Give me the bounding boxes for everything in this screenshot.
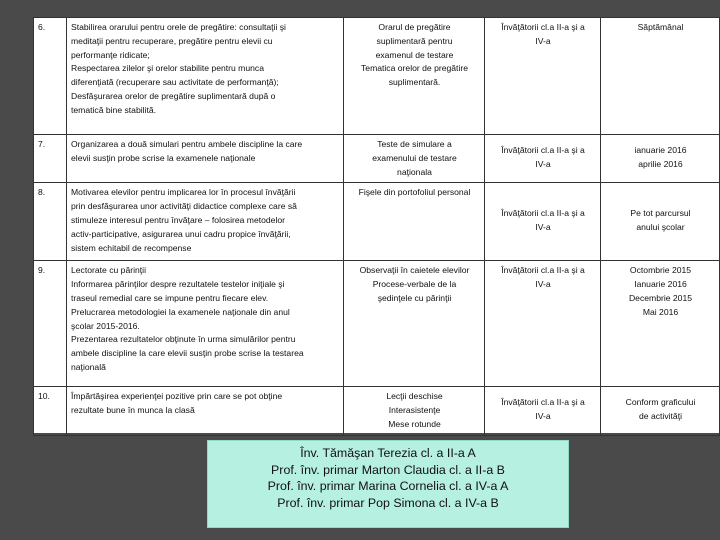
- text-line: examenul de testare: [375, 49, 454, 60]
- text-line: anului şcolar: [636, 222, 685, 233]
- text-line: Învăţătorii cl.a II-a şi a: [501, 265, 585, 276]
- text-line: şedinţele cu părinţii: [377, 292, 452, 303]
- text-line: rezultate bune în munca la clasă: [71, 405, 195, 416]
- text-line: aprilie 2016: [638, 158, 683, 169]
- text-line: IV-a: [535, 158, 551, 169]
- text-line: Învăţătorii cl.a II-a şi a: [501, 145, 585, 155]
- text-line: Observaţii în caietele elevilor: [359, 265, 470, 276]
- table-row: [34, 18, 720, 135]
- text-line: şcolar 2015-2016.: [71, 320, 140, 331]
- text-line: ambele discipline la care elevii susţin probe scrise la testarea: [71, 348, 304, 359]
- term-cell: [601, 135, 720, 183]
- resources-cell: [344, 183, 485, 261]
- text-line: Învăţătorii cl.a II-a şi a: [501, 22, 585, 32]
- signature-line: Prof. înv. primar Pop Simona cl. a IV-a B: [277, 495, 499, 510]
- activity-cell: [67, 183, 344, 261]
- text-line: de activităţi: [639, 411, 682, 422]
- text-line: Mai 2016: [642, 306, 679, 317]
- text-line: Motivarea elevilor pentru implicarea lor în procesul învăţării: [71, 187, 296, 198]
- text-line: naţionala: [397, 166, 432, 177]
- text-line: Respectarea zilelor şi orelor stabilite pentru munca: [71, 63, 264, 74]
- text-line: Lectorate cu părinţii: [71, 265, 146, 276]
- text-line: diferenţiată (recuperare sau activitate de performanţă);: [71, 77, 279, 88]
- responsible-cell: [485, 183, 601, 261]
- signature-line: Prof. înv. primar Marton Claudia cl. a II-a B: [271, 462, 505, 477]
- text-line: Învăţătorii cl.a II-a şi a: [501, 397, 585, 408]
- table-row: [34, 135, 720, 183]
- table-row: [34, 261, 720, 387]
- table-row: [34, 183, 720, 261]
- text-line: IV-a: [535, 222, 551, 233]
- responsible-cell: [485, 135, 601, 183]
- term-cell: [601, 387, 720, 435]
- resources-cell: [344, 387, 485, 435]
- text-line: IV-a: [535, 411, 551, 422]
- text-line: Mese rotunde: [388, 418, 441, 429]
- text-line: Teste de simulare a: [377, 139, 452, 149]
- text-line: Decembrie 2015: [628, 292, 693, 303]
- text-line: IV-a: [535, 35, 551, 46]
- responsible-cell: [485, 18, 601, 135]
- activity-plan-table: [33, 17, 720, 436]
- signature-line: Prof. înv. primar Marina Cornelia cl. a IV-a A: [267, 479, 509, 493]
- table-row: [34, 387, 720, 435]
- text-line: tematică bine stabilită.: [71, 104, 157, 115]
- text-line: examenului de testare: [372, 152, 457, 163]
- responsible-cell: [485, 261, 601, 387]
- row-number: 7.: [34, 135, 67, 183]
- text-line: Fişele din portofoliul personal: [358, 187, 471, 198]
- plan-sheet: [33, 17, 719, 433]
- text-line: Octombrie 2015: [629, 265, 692, 276]
- resources-cell: [344, 135, 485, 183]
- responsible-cell: [485, 387, 601, 435]
- text-line: suplimentară.: [388, 77, 441, 88]
- text-line: elevii susţin probe scrise la examenele naţionale: [71, 152, 256, 163]
- row-number: 10.: [34, 387, 67, 435]
- text-line: meditaţii pentru recuperare, pregătire pentru elevii cu: [71, 35, 273, 46]
- text-line: suplimentară pentru: [376, 35, 453, 46]
- text-line: Procese-verbale de la: [372, 279, 457, 290]
- text-line: Ianuarie 2016: [634, 279, 687, 290]
- activity-cell: [67, 135, 344, 183]
- activity-cell: [67, 18, 344, 135]
- text-line: Stabilirea orarului pentru orele de pregătire: consultaţii şi: [71, 22, 286, 32]
- resources-cell: [344, 18, 485, 135]
- term-cell: [601, 261, 720, 387]
- signature-line: Înv. Tămăşan Terezia cl. a II-a A: [300, 446, 476, 460]
- text-line: Orarul de pregătire: [378, 22, 451, 32]
- text-line: sistem echitabil de recompense: [71, 242, 192, 253]
- text-line: Prezentarea rezultatelor obţinute în urma simulărilor pentru: [71, 334, 296, 345]
- text-line: performanţe ridicate;: [71, 49, 150, 60]
- text-line: Învăţătorii cl.a II-a şi a: [501, 208, 585, 219]
- text-line: Lecţii deschise: [386, 391, 443, 402]
- text-line: Organizarea a două simulari pentru ambele discipline la care: [71, 139, 303, 149]
- term-cell: [601, 183, 720, 261]
- row-number: 9.: [34, 261, 67, 387]
- text-line: traseul remedial care se impune pentru fiecare elev.: [71, 292, 269, 303]
- text-line: prin desfăşurarea unor activităţi didactice complexe care să: [71, 201, 297, 212]
- row-number: 8.: [34, 183, 67, 261]
- resources-cell: [344, 261, 485, 387]
- activity-cell: [67, 261, 344, 387]
- text-line: Tematica orelor de pregătire: [361, 63, 468, 74]
- text-line: activ-participative, asigurarea unui cadru propice învăţării,: [71, 228, 291, 239]
- row-number: 6.: [34, 18, 67, 135]
- text-line: Prelucrarea metodologiei la examenele naţionale din anul: [71, 306, 290, 317]
- term-cell: [601, 18, 720, 135]
- text-line: IV-a: [535, 279, 551, 290]
- text-line: Conform graficului: [625, 397, 696, 408]
- text-line: Desfăşurarea orelor de pregătire suplimentară după o: [71, 90, 276, 101]
- text-line: naţională: [71, 361, 106, 372]
- signature-box: [207, 440, 569, 528]
- text-line: ianuarie 2016: [634, 145, 687, 155]
- activity-cell: [67, 387, 344, 435]
- text-line: Informarea părinţilor despre rezultatele testelor iniţiale şi: [71, 279, 285, 290]
- text-line: Săptămânal: [637, 22, 684, 32]
- text-line: Pe tot parcursul: [630, 208, 691, 219]
- text-line: Împărtăşirea experienţei pozitive prin care se pot obţine: [71, 391, 283, 402]
- text-line: stimuleze interesul pentru învăţare – folosirea metodelor: [71, 214, 286, 225]
- text-line: Interasistenţe: [388, 405, 441, 416]
